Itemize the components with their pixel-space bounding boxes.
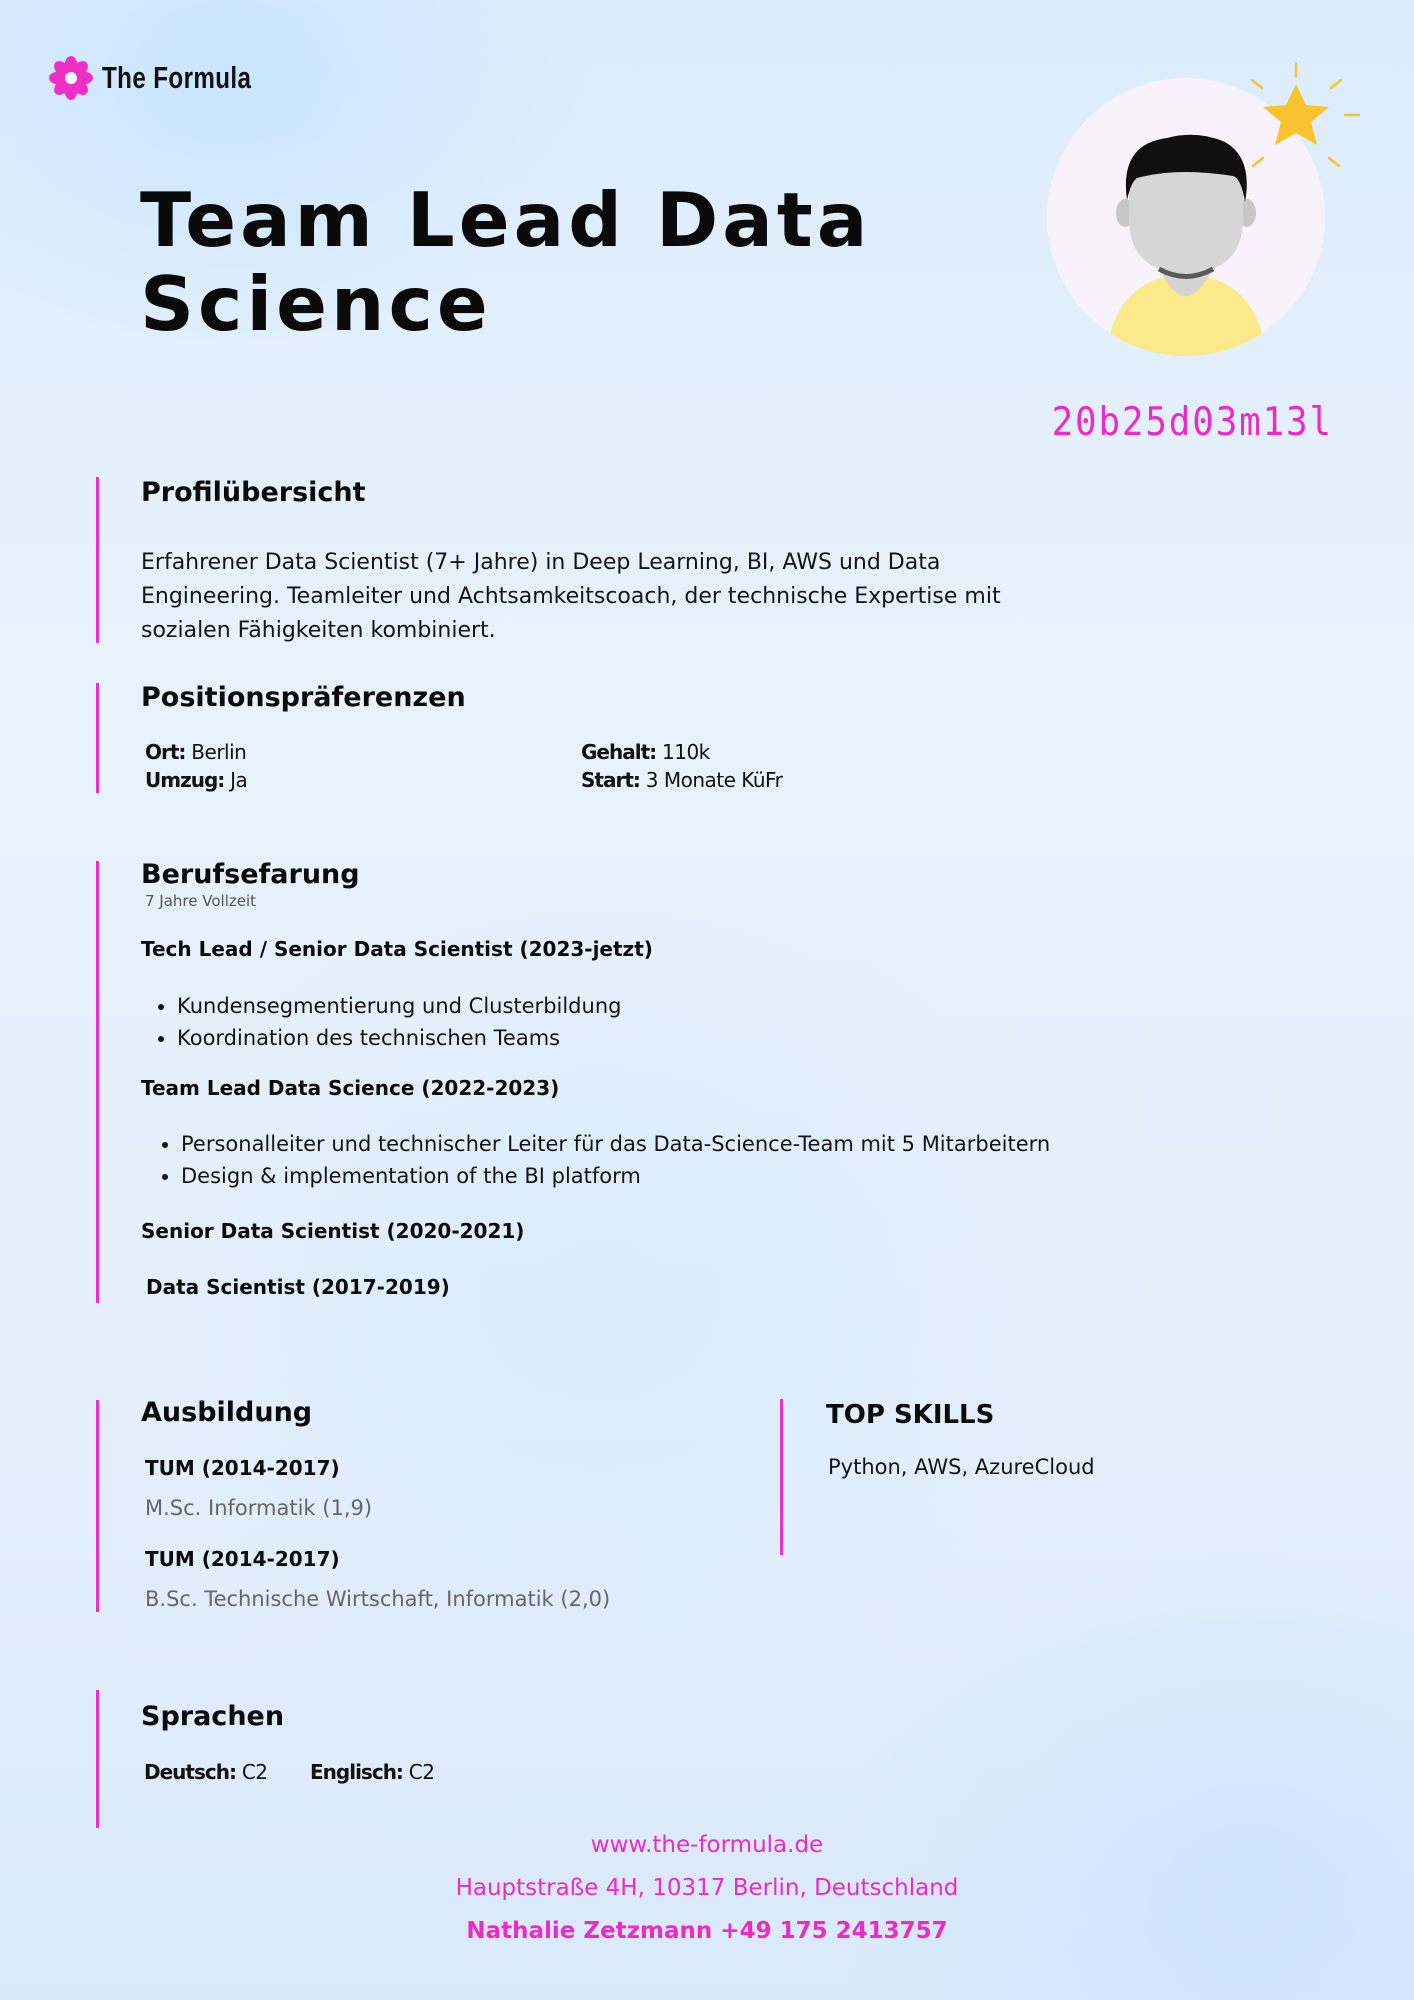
language-label: Englisch:	[310, 1760, 403, 1784]
profile-heading: Profilübersicht	[141, 477, 366, 508]
education-degree: M.Sc. Informatik (1,9)	[145, 1496, 373, 1520]
pref-label: Umzug:	[145, 768, 225, 792]
education-degree: B.Sc. Technische Wirtschaft, Informatik (2,0)	[145, 1587, 611, 1611]
brand-name: The Formula	[102, 60, 252, 95]
section-accent-bar	[96, 1690, 99, 1828]
skills-list: Python, AWS, AzureCloud	[828, 1455, 1095, 1479]
education-school: TUM (2014-2017)	[145, 1456, 340, 1480]
page-title	[140, 178, 900, 346]
skills-heading: TOP SKILLS	[826, 1400, 995, 1430]
footer-contact: Nathalie Zetzmann +49 175 2413757	[466, 1918, 948, 1944]
star-icon	[1245, 58, 1367, 174]
section-accent-bar	[96, 477, 99, 643]
experience-subtitle: 7 Jahre Vollzeit	[145, 892, 257, 910]
pref-start	[581, 768, 782, 792]
role-title: Senior Data Scientist (2020-2021)	[141, 1219, 525, 1243]
title-line-1: Team Lead Data	[140, 176, 872, 264]
brand-logo	[48, 56, 294, 100]
language-german	[144, 1760, 268, 1784]
role-bullets	[141, 990, 621, 1054]
pref-relocation	[145, 768, 247, 792]
footer-website[interactable]: www.the-formula.de	[590, 1832, 824, 1858]
title-line-2: Science	[140, 260, 492, 348]
footer-address: Hauptstraße 4H, 10317 Berlin, Deutschland	[455, 1875, 959, 1901]
pref-value: Ja	[230, 768, 248, 792]
pref-value: Berlin	[191, 740, 247, 764]
section-accent-bar	[780, 1399, 783, 1555]
pref-label: Gehalt:	[581, 740, 657, 764]
pref-value: 3 Monate KüFr	[645, 768, 783, 792]
languages-heading: Sprachen	[141, 1701, 285, 1732]
education-school: TUM (2014-2017)	[145, 1547, 340, 1571]
profile-summary: Erfahrener Data Scientist (7+ Jahre) in Deep Learning, BI, AWS und Data Engineering. Teamleiter und Achtsamkeitscoach, der technische Expertise mit sozialen Fähigkeiten kombiniert.	[141, 550, 1001, 643]
pref-salary	[581, 740, 710, 764]
pref-location	[145, 740, 246, 764]
role-title: Tech Lead / Senior Data Scientist (2023-jetzt)	[141, 937, 653, 961]
experience-heading: Berufsefarung	[141, 859, 360, 890]
list-item: • Kundensegmentierung und Clusterbildung	[177, 990, 621, 1022]
role-title: Data Scientist (2017-2019)	[146, 1275, 450, 1299]
language-label: Deutsch:	[144, 1760, 236, 1784]
preferences-heading: Positionspräferenzen	[141, 682, 466, 713]
pref-value: 110k	[662, 740, 710, 764]
section-accent-bar	[96, 1400, 99, 1612]
list-item: • Design & implementation of the BI platform	[181, 1160, 1050, 1192]
language-level: C2	[241, 1760, 268, 1784]
education-heading: Ausbildung	[141, 1397, 313, 1428]
language-english	[310, 1760, 435, 1784]
role-bullets	[145, 1128, 1050, 1192]
section-accent-bar	[96, 861, 99, 1303]
role-title: Team Lead Data Science (2022-2023)	[141, 1076, 560, 1100]
candidate-code: 20b25d03m13l	[1051, 400, 1333, 445]
list-item: • Koordination des technischen Teams	[177, 1022, 621, 1054]
flower-icon	[48, 55, 94, 101]
section-accent-bar	[96, 683, 99, 793]
list-item: • Personalleiter und technischer Leiter für das Data-Science-Team mit 5 Mitarbeitern	[181, 1128, 1050, 1160]
pref-label: Ort:	[145, 740, 186, 764]
language-level: C2	[408, 1760, 435, 1784]
pref-label: Start:	[581, 768, 640, 792]
